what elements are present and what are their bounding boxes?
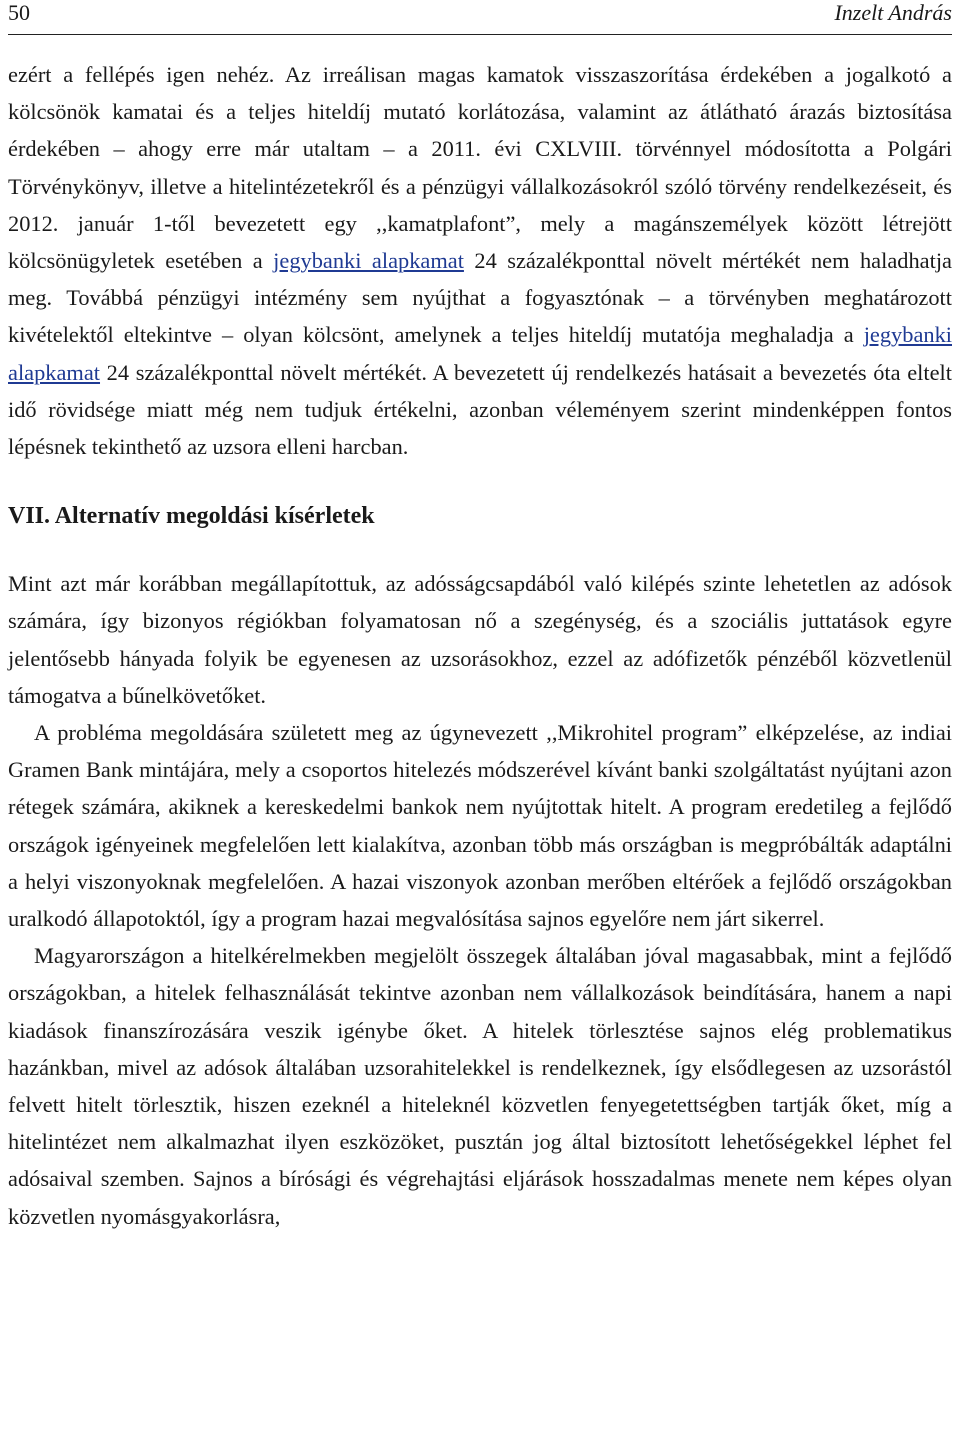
paragraph-3: A probléma megoldására született meg az úgynevezett ,,Mikrohitel program” elképzelése, az indiai Gramen Bank mintájára, mely a csoportos hitelezés módszerével kívánt banki szolgáltatást nyújtani azon rétegek számára, akiknek a kereskedelmi bankok nem nyújtottak hitelt. A program eredetileg a fejlődő országok igényeinek megfelelően lett kialakítva, azonban több más országban is megpróbálták adaptálni a helyi viszonyoknak megfelelően. A hazai viszonyok azonban merőben eltérőek a fejlődő országokban uralkodó állapotoktól, így a program hazai megvalósítása sajnos egyelőre nem járt sikerrel. <box>8 720 952 932</box>
paragraph-1-text-a: ezért a fellépés igen nehéz. Az irreálisan magas kamatok visszaszorítása érdekében a jogalkotó a kölcsönök kamatai és a teljes hiteldíj mutató korlátozása, valamint az átlátható árazás biztosítása érdekében – ahogy erre már utaltam – a 2011. évi CXLVIII. törvénnyel módosította a Polgári Törvénykönyv, illetve a hitelintézetekről és a pénzügyi vállalkozásokról szóló törvény rendelkezéseit, és 2012. január 1-től bevezetett egy ,,kamatplafont”, mely a magánszemélyek között létrejött kölcsönügyletek esetében a <box>8 62 952 274</box>
body-text <box>8 56 952 1235</box>
paragraph-2: Mint azt már korábban megállapítottuk, az adósságcsapdából való kilépés szinte lehetetlen az adósok számára, így bizonyos régiókban folyamatosan nő a szegénység, és a szociális juttatások egyre jelentősebb hányada folyik be egyenesen az uzsorásokhoz, ezzel az adófizetők pénzéből közvetlenül támogatva a bűnelkövetőket. <box>8 571 952 708</box>
jegybanki-alapkamat-link-1[interactable]: jegybanki alapkamat <box>273 248 464 274</box>
paragraph-1-text-b: 24 százalékponttal növelt mértékét nem haladhatja meg. Továbbá pénzügyi intézmény sem nyújthat a fogyasztónak – a törvényben meghatározott kivételektől eltekintve – olyan kölcsönt, amelynek a teljes hiteldíj mutatója meghaladja a <box>8 248 952 348</box>
jegybanki-alapkamat-link-2[interactable]: jegybanki alapkamat <box>8 322 952 385</box>
page-number: 50 <box>8 0 30 25</box>
paragraph-1 <box>8 56 952 465</box>
page-header <box>8 0 952 35</box>
paragraph-1-text-c: 24 százalékponttal növelt mértékét. A bevezetett új rendelkezés hatásait a bevezetés óta eltelt idő rövidsége miatt még nem tudjuk értékelni, azonban véleményem szerint mindenképpen fontos lépésnek tekinthető az uzsora elleni harcban. <box>8 359 952 460</box>
running-title: Inzelt András <box>834 0 952 25</box>
paragraph-4: Magyarországon a hitelkérelmekben megjelölt összegek általában jóval magasabbak, mint a fejlődő országokban, a hitelek felhasználását tekintve azonban nem vállalkozások beindítására, hanem a napi kiadások finanszírozására veszik igénybe őket. A hitelek törlesztése sajnos elég problematikus hazánkban, mivel az adósok általában uzsorahitelekkel is rendelkeznek, így elsődlegesen az uzsorástól felvett hitelt törlesztik, hiszen ezeknél a hiteleknél közvetlen fenyegetettségben tartják őket, míg a hitelintézet nem alkalmazhat ilyen eszközöket, pusztán jog által biztosított lehetőségekkel léphet fel adósaival szemben. Sajnos a bírósági és végrehajtási eljárások hosszadalmas menete nem képes olyan közvetlen nyomásgyakorlásra, <box>8 943 952 1229</box>
section-heading: VII. Alternatív megoldási kísérletek <box>8 503 375 530</box>
